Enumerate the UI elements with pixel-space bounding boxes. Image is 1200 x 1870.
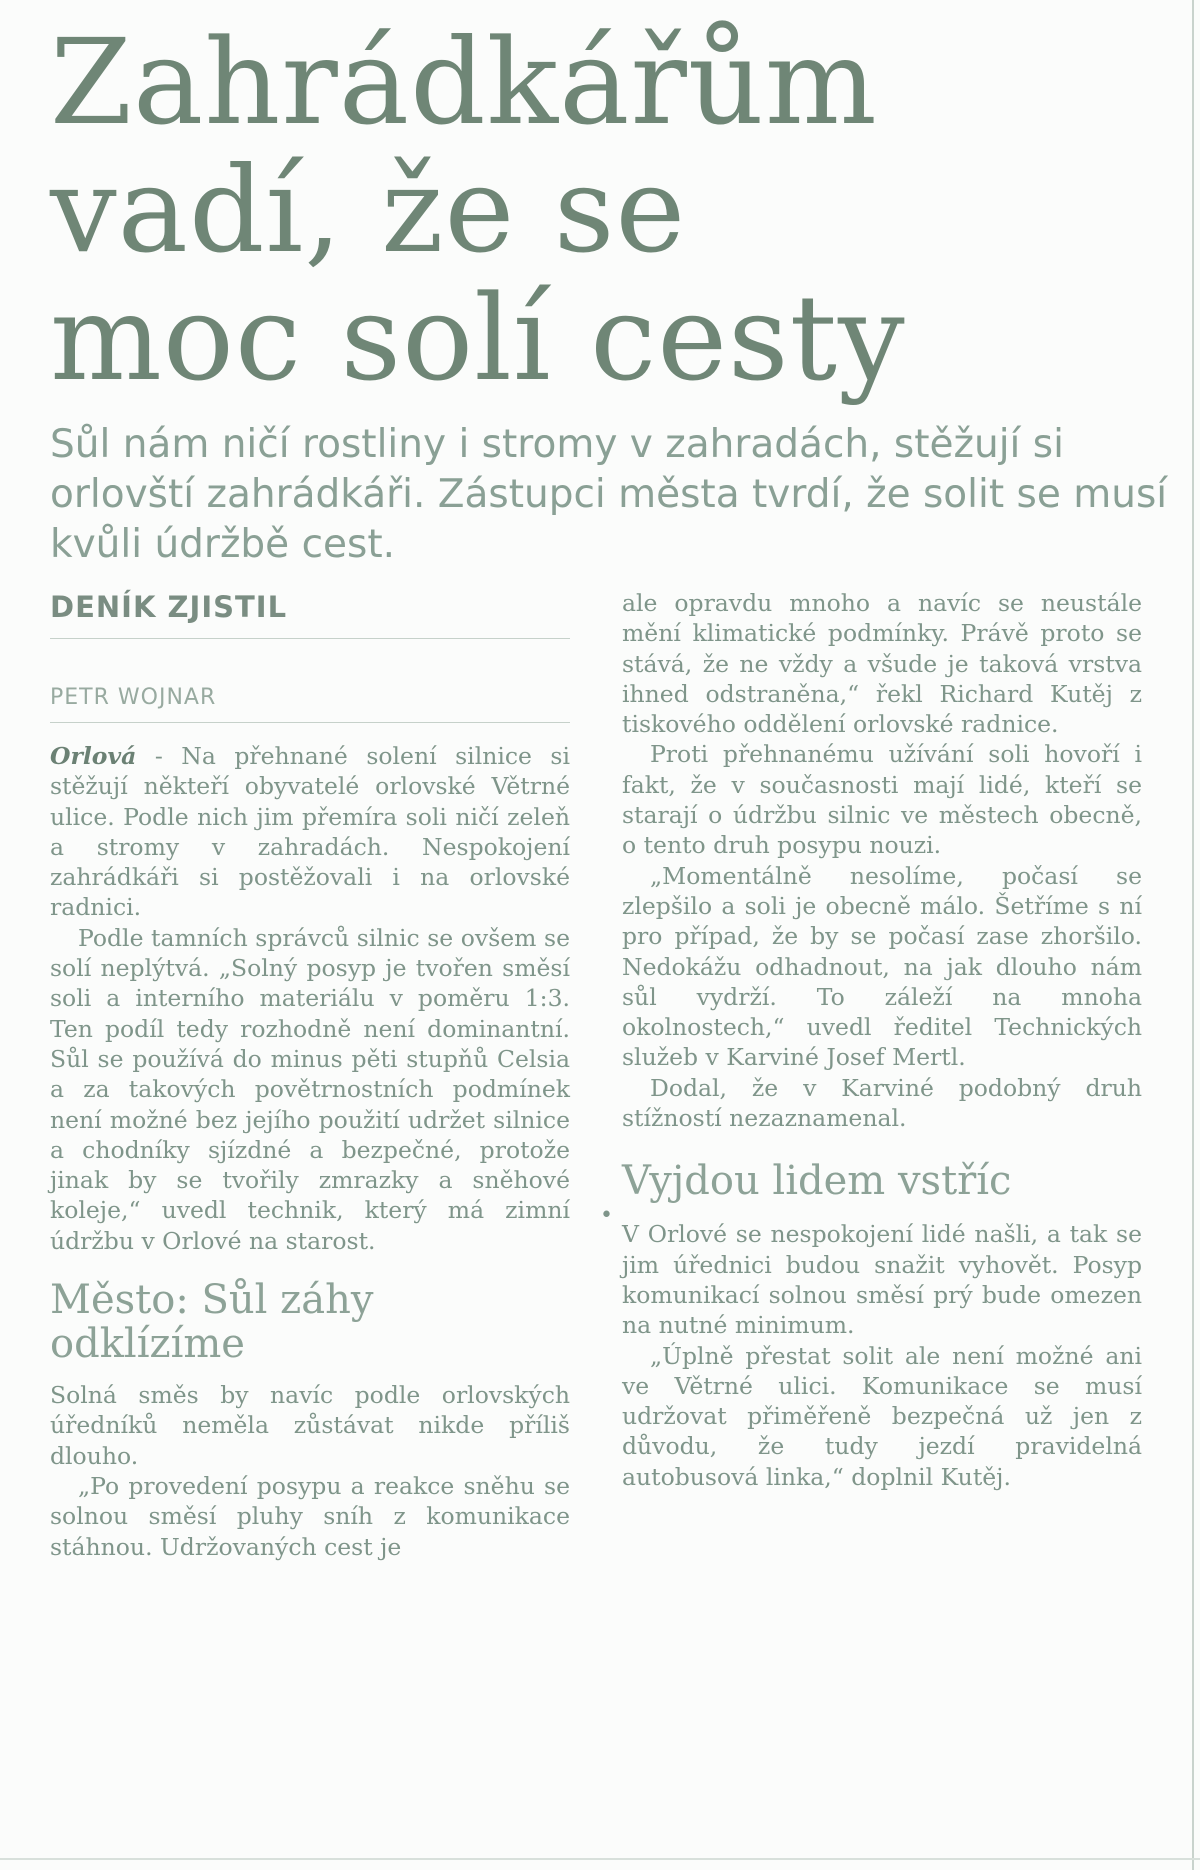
left-column	[50, 590, 570, 1562]
right-column	[622, 588, 1142, 1492]
paragraph: Solná směs by navíc podle orlovských úředníků neměla zůstávat nikde příliš dlouho.	[50, 1381, 570, 1470]
scan-edge-divider	[1192, 0, 1194, 1870]
margin-mark: •	[600, 1203, 613, 1228]
paragraph: „Momentálně nesolíme, počasí se zlepšilo a soli je obecně málo. Šetříme s ní pro případ, že by se počasí zase zhoršilo. Nedokážu odhadnout, na jak dlouho nám sůl vydrží. To záleží na mnoha okolnostech,“ uvedl ředitel Technických služeb v Karviné Josef Mertl.	[622, 861, 1142, 1072]
paragraph	[50, 741, 570, 923]
paragraph: Podle tamních správců silnic se ovšem se solí neplýtvá. „Solný posyp je tvořen směsí soli a interního materiálu v poměru 1:3. Ten podíl tedy rozhodně není dominantní. Sůl se používá do minus pěti stupňů Celsia a za takových povětrnostních podmínek není možné bez jejího použití udržet silnice a chodníky sjízdné a bezpečné, protože jinak by se tvořily zmrazky a sněhové koleje,“ uvedl technik, který má zimní údržbu v Orlové na starost.	[50, 923, 570, 1255]
lead-paragraph: Sůl nám ničí rostliny i stromy v zahradách, stěžují si orlovští zahrádkáři. Zástupci města tvrdí, že solit se musí kvůli údržbě cest.	[50, 422, 1168, 567]
headline-line-1: Zahrádkářům	[50, 13, 878, 151]
subheading: Vyjdou lidem vstříc	[622, 1158, 1012, 1205]
headline-line-2: vadí, že se	[50, 141, 687, 279]
paragraph: „Po provedení posypu a reakce sněhu se solnou směsí pluhy sníh z komunikace stáhnou. Udržovaných cest je	[50, 1471, 570, 1561]
paragraph: ale opravdu mnoho a navíc se neustále mění klimatické podmínky. Právě proto se stává, že ne vždy a všude je taková vrstva ihned odstraněna,“ řekl Richard Kutěj z tiskového oddělení orlovské radnice.	[622, 589, 1142, 739]
headline-line-3: moc solí cesty	[50, 269, 906, 407]
paragraph-text: - Na přehnané solení silnice si stěžují někteří obyvatelé orlovské Větrné ulice. Podle nich jim přemíra soli ničí zeleň a stromy v zahradách. Nespokojení zahrádkáři si postěžovali i na orlovské radnici.	[50, 742, 570, 922]
headline	[50, 13, 1170, 407]
subheading: Město: Sůl záhy odklízíme	[50, 1277, 374, 1368]
paragraph: Dodal, že v Karviné podobný druh stížností nezaznamenal.	[622, 1073, 1142, 1133]
byline: PETR WOJNAR	[50, 685, 570, 723]
dateline: Orlová	[50, 742, 137, 770]
rubric: DENÍK ZJISTIL	[50, 590, 570, 639]
paragraph: Proti přehnanému užívání soli hovoří i fakt, že v současnosti mají lidé, kteří se starají o údržbu silnic ve městech obecně, o tento druh posypu nouzi.	[622, 740, 1142, 860]
paragraph: „Úplně přestat solit ale není možné ani ve Větrné ulici. Komunikace se musí udržovat přiměřeně bezpečná už jen z důvodu, že tudy jezdí pravidelná autobusová linka,“ doplnil Kutěj.	[622, 1341, 1142, 1491]
paragraph: V Orlové se nespokojení lidé našli, a tak se jim úřednici budou snažit vyhovět. Posyp komunikací solnou směsí prý bude omezen na nutné minimum.	[622, 1220, 1142, 1340]
scan-bottom-divider	[0, 1858, 1200, 1860]
